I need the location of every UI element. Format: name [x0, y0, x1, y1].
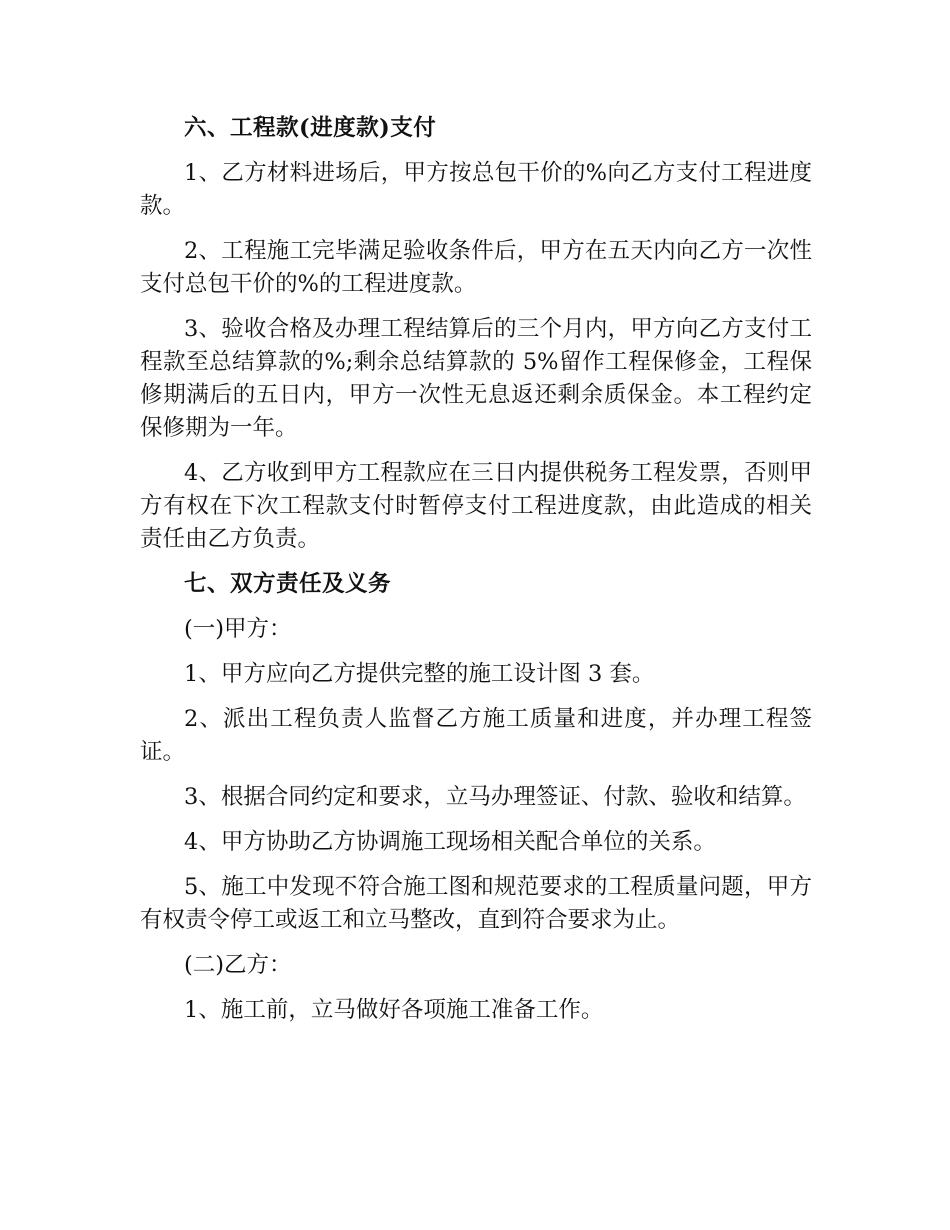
party-a-clause-1: 1、甲方应向乙方提供完整的施工设计图 3 套。 [184, 661, 655, 687]
party-a-clause-5: 5、施工中发现不符合施工图和规范要求的工程质量问题，甲方有权责令停工或返工和立马整改，直到符合要求为止。 [140, 874, 812, 933]
party-b-label: (二)乙方： [184, 952, 292, 978]
section-heading-responsibilities: 七、双方责任及义务 [184, 571, 392, 597]
section-heading-payment: 六、工程款(进度款)支付 [184, 115, 437, 141]
payment-clause-2: 2、工程施工完毕满足验收条件后，甲方在五天内向乙方一次性支付总包干价的%的工程进度款。 [140, 238, 812, 297]
payment-clause-1: 1、乙方材料进场后，甲方按总包干价的%向乙方支付工程进度款。 [140, 160, 812, 219]
payment-clause-3: 3、验收合格及办理工程结算后的三个月内，甲方向乙方支付工程款至总结算款的%;剩余总结算款的 5%留作工程保修金，工程保修期满后的五日内，甲方一次性无息返还剩余质保金。本工程约定保修期为一年。 [140, 316, 812, 441]
party-a-label: (一)甲方： [184, 616, 292, 642]
party-a-clause-3: 3、根据合同约定和要求，立马办理签证、付款、验收和结算。 [184, 784, 806, 810]
party-a-clause-2: 2、派出工程负责人监督乙方施工质量和进度，并办理工程签证。 [140, 706, 812, 765]
party-b-clause-1: 1、施工前，立马做好各项施工准备工作。 [184, 997, 604, 1023]
document-page [140, 112, 812, 1039]
payment-clause-4: 4、乙方收到甲方工程款应在三日内提供税务工程发票，否则甲方有权在下次工程款支付时暂停支付工程进度款，由此造成的相关责任由乙方负责。 [140, 460, 812, 552]
party-a-clause-4: 4、甲方协助乙方协调施工现场相关配合单位的关系。 [184, 829, 716, 855]
